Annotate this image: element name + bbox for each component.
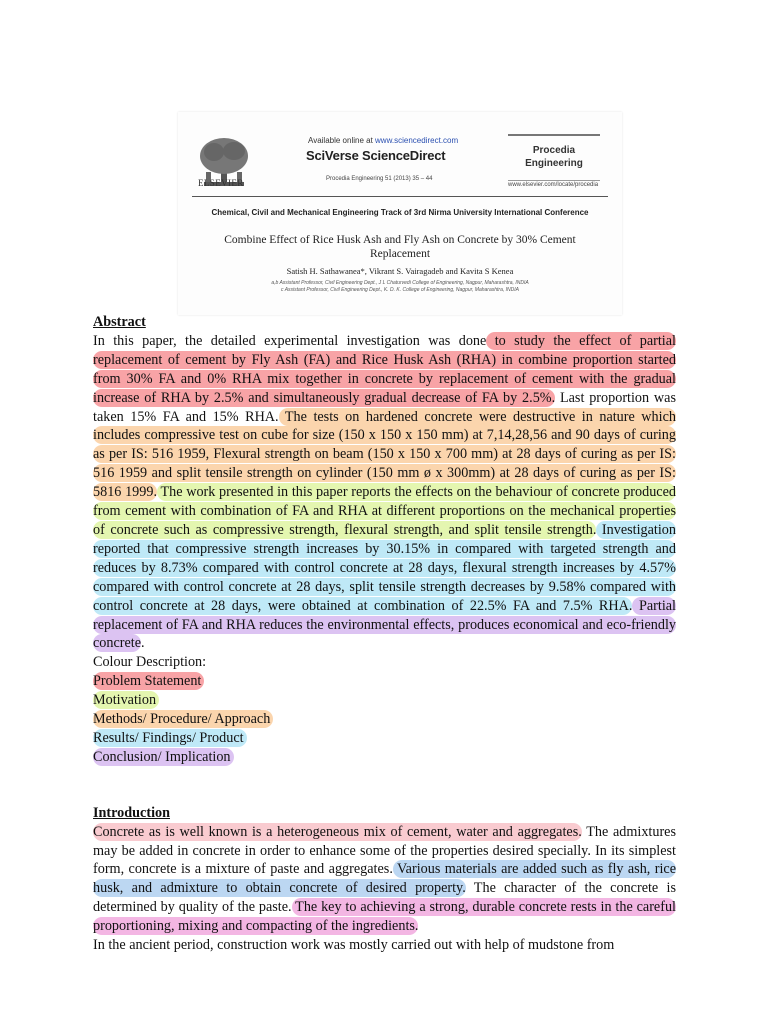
abstract-plain: Last proportion was taken 15% FA and 15% RHA. [93,389,676,425]
available-online: Available online at www.sciencedirect.com [308,136,459,145]
legend-problem-statement: Problem Statement [93,672,204,690]
intro-plain-2: The character of the concrete is determined by quality of the paste. [93,880,676,916]
paper-title: Combine Effect of Rice Husk Ash and Fly Ash on Concrete by 30% Cement Replacement [224,234,576,260]
introduction-heading: Introduction [93,804,170,821]
sciencedirect-link: www.sciencedirect.com [375,136,459,145]
abstract-paragraph: In this paper, the detailed experimental investigation was done to study the effect of partial replacement of cement by Fly Ash (FA) and Rice Husk Ash (RHA) in combine proportion started from 30% FA and 0% RHA mix together in concrete by replacement of cement with the gradual increase of RHA by 2.5% and simultaneously gradual decrease of FA by 2.5%. Last proportion was taken 15% FA and 15% RHA. The tests on hardened concrete were destructive in nature which includes compressive test on cube for size (150 x 150 x 150 mm) at 7,14,28,56 and 90 days of curing as per IS: 516 1959, Flexural strength on beam (150 x 150 x 700 mm) at 28 days of curing as per IS: 516 1959 and split tensile strength on cylinder (150 mm ø x 300mm) at 28 days of curing as per IS: 5816 1999. The work presented in this paper reports the effects on the behaviour of concrete produced from cement with combination of FA and RHA at different proportions on the mechanical properties of concrete such as compressive strength, flexural strength, and split tensile strength. Investigation reported that compressive strength increases by 30.15% in compared with targeted strength and reduces by 8.73% compared with control concrete at 28 days, flexural strength increases by 4.57% compared with control concrete at 28 days, split tensile strength decreases by 9.58% compared with control concrete at 28 days, were obtained at combination of 22.5% FA and 7.5% RHA. Partial replacement of FA and RHA reduces the environmental effects, produces economical and eco-friendly concrete. [93,332,676,652]
problem-statement-highlight: to study the effect of partial replacement of cement by Fly Ash (FA) and Rice Husk Ash (RHA) in combine proportion started from 30% FA and 0% RHA mix together in concrete by replacement of cement with the gradual increase of RHA by 2.5% and simultaneously gradual decrease of FA by 2.5%. [93,332,676,406]
legend-methods: Methods/ Procedure/ Approach [93,710,273,728]
header-divider [192,196,608,197]
results-highlight: Investigation reported that compressive strength increases by 30.15% in compared with targeted strength and reduces by 8.73% compared with control concrete at 28 days, flexural strength increases by 4.57% compared with control concrete at 28 days, split tensile strength decreases by 9.58% compared with control concrete at 28 days, were obtained at combination of 22.5% FA and 7.5% RHA. [93,521,676,614]
affiliations: a,b Assistant Professor, Civil Engineering Dept., J L Chaturvedi College of Engineering, Nagpur, Maharashtra, INDIA c Assistant Professor, Civil Engineering Dept., K. D. K. College of Engineering, Nagpur, Maharashtra, INDIA [271,280,529,293]
conclusion-highlight: Partial replacement of FA and RHA reduces the environmental effects, produces economical and eco-friendly concrete [93,597,676,652]
abstract-intro: In this paper, the detailed experimental investigation was done [93,332,487,349]
conference-track: Chemical, Civil and Mechanical Engineering Track of 3rd Nirma University International Conference [211,208,589,217]
motivation-highlight: The work presented in this paper reports the effects on the behaviour of concrete produced from cement with combination of FA and RHA at different proportions on the mechanical properties of concrete such as compressive strength, flexural strength, and split tensile strength. [93,484,676,538]
legend-conclusion: Conclusion/ Implication [93,748,234,766]
journal-name-line2: Engineering [525,158,583,169]
intro-highlight-2: Various materials are added such as fly ash, rice husk, and admixture to obtain concrete of desired property. [93,861,676,897]
legend-title: Colour Description: [93,654,207,671]
journal-name-box [508,134,600,181]
legend-results: Results/ Findings/ Product [93,729,247,747]
section-gap [93,767,676,804]
journal-url: www.elsevier.com/locate/procedia [508,182,599,188]
document-body [93,313,676,955]
intro-highlight-3: The key to achieving a strong, durable concrete rests in the careful proportioning, mixing and compacting of the ingredients. [93,899,676,935]
paper-header-image [178,112,622,315]
introduction-paragraph-2: In the ancient period, construction work was mostly carried out with help of mudstone from [93,937,615,954]
abstract-heading: Abstract [93,314,146,330]
introduction-paragraph [93,823,676,936]
colour-legend [93,653,676,766]
elsevier-logo-text: ELSEVIER [198,178,244,188]
intro-plain-1: The admixtures may be added in concrete in order to enhance some of the properties desired specially. In its simplest form, concrete is a mixture of paste and aggregates. [93,823,676,878]
legend-motivation: Motivation [93,691,159,709]
journal-citation: Procedia Engineering 51 (2013) 35 – 44 [326,176,433,182]
sciverse-brand: SciVerse ScienceDirect [306,148,446,163]
intro-highlight-1: Concrete as is well known is a heterogeneous mix of cement, water and aggregates. [93,823,582,840]
methods-highlight: The tests on hardened concrete were destructive in nature which includes compressive test on cube for size (150 x 150 x 150 mm) at 7,14,28,56 and 90 days of curing as per IS: 516 1959, Flexural strength on beam (150 x 150 x 700 mm) at 28 days of curing as per IS: 516 1959 and split tensile strength on cylinder (150 mm ø x 300mm) at 28 days of curing as per IS: 5816 1999. [93,408,676,501]
authors: Satish H. Sathawanea*, Vikrant S. Vairagadeb and Kavita S Kenea [286,266,514,276]
journal-name-line1: Procedia [532,145,576,156]
